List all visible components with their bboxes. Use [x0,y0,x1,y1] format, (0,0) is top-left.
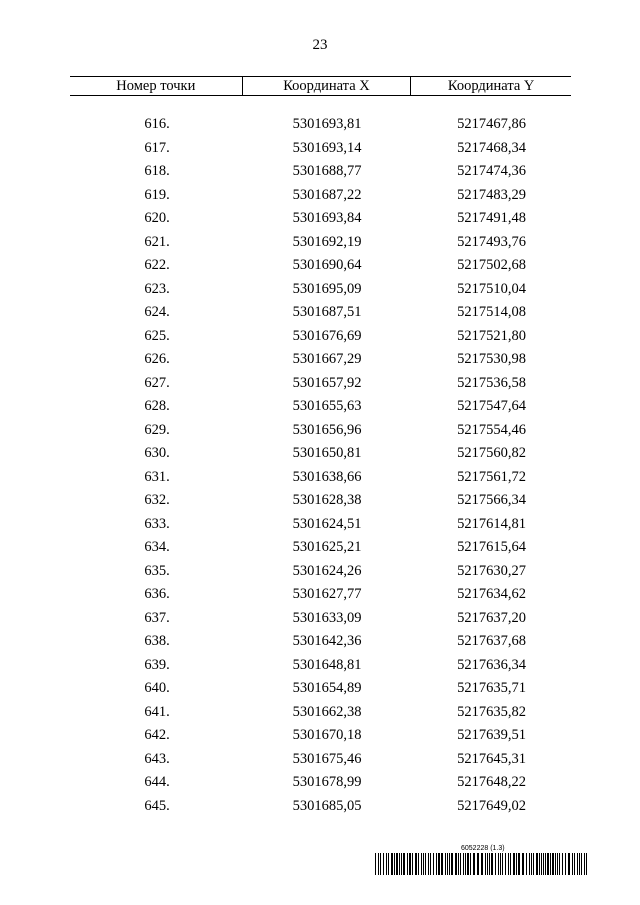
table-row [70,748,571,772]
coordinate-y-cell: 5217615,64 [457,539,526,555]
coordinate-x-cell: 5301687,22 [292,186,362,203]
point-number-cell: 627. [144,374,170,391]
point-number-cell: 619. [144,186,170,203]
table-row [70,771,571,795]
coordinate-x-cell: 5301655,63 [292,398,362,414]
table-row [70,489,571,513]
table-row [70,442,571,466]
coordinate-y-cell: 5217634,62 [457,586,526,602]
coordinate-y-cell: 5217614,81 [457,515,526,532]
coordinate-y-cell: 5217637,20 [457,609,526,626]
coordinate-y-cell: 5217554,46 [457,421,526,438]
coordinate-x-cell: 5301687,51 [292,304,362,320]
coordinate-x-cell: 5301650,81 [292,445,362,461]
table-row [70,560,571,584]
coordinate-x-cell: 5301688,77 [292,163,362,179]
coordinate-y-cell: 5217547,64 [457,398,526,414]
table-row [70,231,571,255]
point-number-cell: 616. [144,116,170,132]
coordinate-x-cell: 5301627,77 [292,586,362,602]
point-number-cell: 644. [144,774,170,790]
table-row [70,184,571,208]
table-row [70,466,571,490]
coordinate-x-cell: 5301625,21 [292,539,362,555]
header-coordinate-x: Координата X [242,77,412,95]
coordinate-y-cell: 5217649,02 [457,797,526,814]
point-number-cell: 645. [144,797,170,814]
coordinate-x-cell: 5301624,26 [292,562,362,579]
coordinate-y-cell: 5217514,08 [457,304,526,320]
coordinate-y-cell: 5217635,71 [457,680,526,696]
coordinate-y-cell: 5217467,86 [457,116,526,132]
coordinate-x-cell: 5301662,38 [292,703,362,720]
point-number-cell: 625. [144,327,170,344]
table-row [70,583,571,607]
table-row [70,254,571,278]
point-number-cell: 621. [144,233,170,250]
table-row [70,160,571,184]
coordinate-x-cell: 5301633,09 [292,609,362,626]
table-row [70,630,571,654]
table-row [70,677,571,701]
point-number-cell: 624. [144,304,170,320]
header-point-number: Номер точки [116,78,196,94]
point-number-cell: 634. [144,539,170,555]
coordinate-x-cell: 5301624,51 [292,515,362,532]
coordinate-y-cell: 5217639,51 [457,727,526,743]
coordinate-x-cell: 5301638,66 [292,468,362,485]
coordinate-y-cell: 5217502,68 [457,257,526,273]
point-number-cell: 617. [144,139,170,156]
point-number-cell: 632. [144,492,170,508]
table-row [70,278,571,302]
coordinates-table [70,76,571,818]
coordinate-x-cell: 5301675,46 [292,750,362,767]
coordinate-x-cell: 5301667,29 [292,351,362,367]
table-row [70,348,571,372]
point-number-cell: 626. [144,351,170,367]
point-number-cell: 630. [144,445,170,461]
coordinate-x-cell: 5301693,81 [292,116,362,132]
page-number: 23 [312,37,328,53]
table-row [70,113,571,137]
table-header [70,76,571,96]
point-number-cell: 622. [144,257,170,273]
coordinate-y-cell: 5217483,29 [457,186,526,203]
coordinate-x-cell: 5301685,05 [292,797,362,814]
coordinate-y-cell: 5217648,22 [457,774,526,790]
coordinate-x-cell: 5301670,18 [292,727,362,743]
point-number-cell: 642. [144,727,170,743]
coordinate-y-cell: 5217468,34 [457,139,526,156]
coordinate-y-cell: 5217474,36 [457,163,526,179]
barcode-icon [375,853,591,875]
coordinate-x-cell: 5301657,92 [292,374,362,391]
coordinate-y-cell: 5217635,82 [457,703,526,720]
coordinate-y-cell: 5217645,31 [457,750,526,767]
coordinate-y-cell: 5217561,72 [457,468,526,485]
point-number-cell: 640. [144,680,170,696]
point-number-cell: 643. [144,750,170,767]
table-row [70,207,571,231]
table-row [70,395,571,419]
coordinate-x-cell: 5301648,81 [292,656,362,673]
table-row [70,513,571,537]
table-row [70,654,571,678]
point-number-cell: 628. [144,398,170,414]
coordinate-y-cell: 5217491,48 [457,210,526,226]
point-number-cell: 641. [144,703,170,720]
point-number-cell: 638. [144,633,170,649]
coordinate-x-cell: 5301654,89 [292,680,362,696]
coordinate-y-cell: 5217510,04 [457,280,526,297]
coordinate-y-cell: 5217560,82 [457,445,526,461]
coordinate-x-cell: 5301693,84 [292,210,362,226]
point-number-cell: 620. [144,210,170,226]
coordinate-x-cell: 5301695,09 [292,280,362,297]
table-body [70,113,571,818]
coordinate-y-cell: 5217493,76 [457,233,526,250]
coordinate-y-cell: 5217536,58 [457,374,526,391]
table-row [70,701,571,725]
coordinate-x-cell: 5301690,64 [292,257,362,273]
point-number-cell: 636. [144,586,170,602]
point-number-cell: 635. [144,562,170,579]
coordinate-y-cell: 5217530,98 [457,351,526,367]
table-row [70,536,571,560]
table-row [70,137,571,161]
table-row [70,795,571,819]
table-row [70,372,571,396]
coordinate-x-cell: 5301692,19 [292,233,362,250]
coordinate-x-cell: 5301642,36 [292,633,362,649]
point-number-cell: 629. [144,421,170,438]
coordinate-x-cell: 5301656,96 [292,421,362,438]
coordinate-y-cell: 5217637,68 [457,633,526,649]
table-row [70,724,571,748]
table-row [70,325,571,349]
coordinate-y-cell: 5217521,80 [457,327,526,344]
point-number-cell: 631. [144,468,170,485]
coordinate-x-cell: 5301678,99 [292,774,362,790]
table-row [70,419,571,443]
coordinate-x-cell: 5301676,69 [292,327,362,344]
coordinate-y-cell: 5217636,34 [457,656,526,673]
table-row [70,607,571,631]
coordinate-x-cell: 5301693,14 [292,139,362,156]
header-coordinate-y: Координата Y [447,78,535,94]
point-number-cell: 633. [144,515,170,532]
point-number-cell: 637. [144,609,170,626]
point-number-cell: 639. [144,656,170,673]
point-number-cell: 623. [144,280,170,297]
point-number-cell: 618. [144,163,170,179]
coordinate-y-cell: 5217566,34 [457,492,526,508]
coordinate-y-cell: 5217630,27 [457,562,526,579]
table-row [70,301,571,325]
coordinate-x-cell: 5301628,38 [292,492,362,508]
document-code: 6052228 (1.3) [461,845,505,852]
